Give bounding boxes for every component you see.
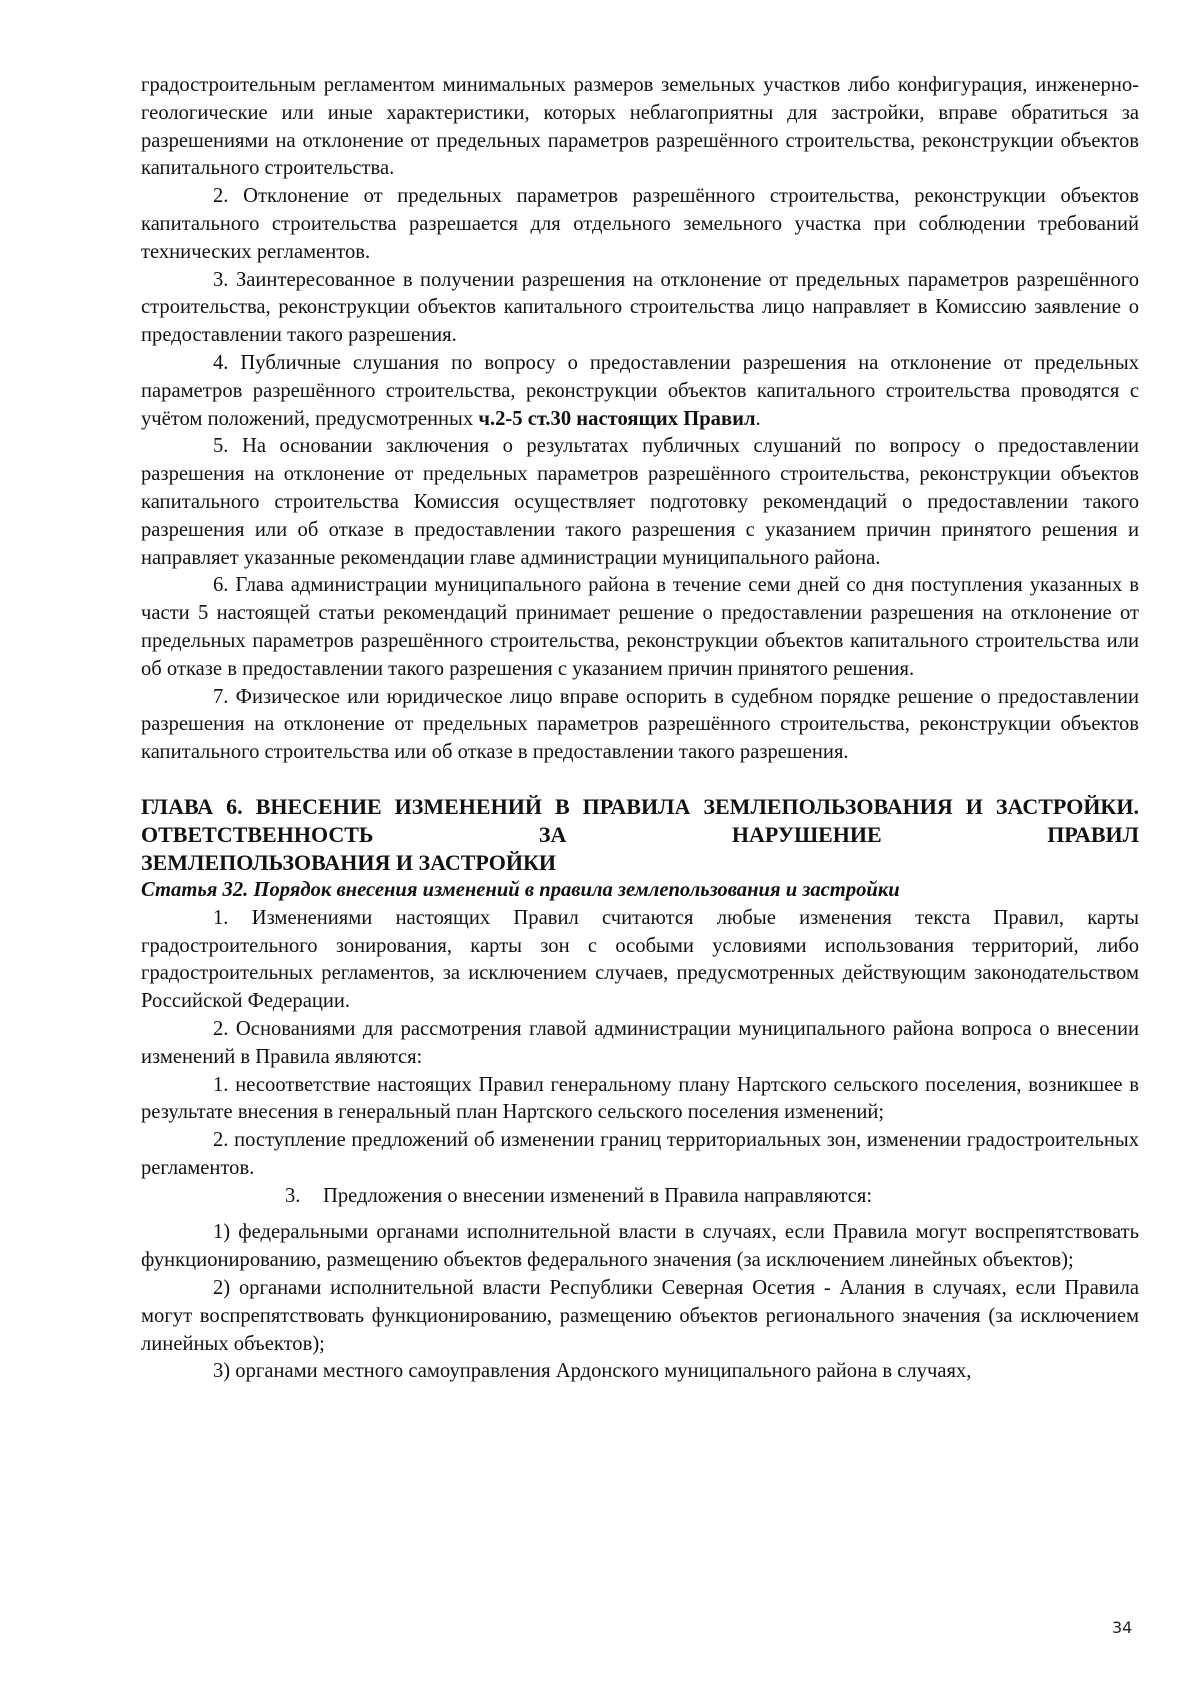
article-subitem-2-2: 2. поступление предложений об изменении границ территориальных зон, изменении градостроительных регламентов.: [141, 1129, 1139, 1179]
article-paragraph-3-text: Предложения о внесении изменений в Правила направляются:: [323, 1184, 873, 1207]
document-page: [141, 72, 1139, 1386]
paragraph-2: 2. Отклонение от предельных параметров разрешённого строительства, реконструкции объектов капитального строительства разрешается для отдельного земельного участка при соблюдении требований технических регламентов.: [141, 185, 1139, 263]
article-paragraph-3: [141, 1183, 1139, 1211]
page-number: 34: [1112, 1618, 1133, 1637]
article-subitem-3-1: 1) федеральными органами исполнительной власти в случаях, если Правила могут воспрепятствовать функционированию, размещению объектов федерального значения (за исключением линейных объектов);: [141, 1221, 1139, 1272]
paragraph-4-reference: ч.2-5 ст.30 настоящих Правил: [478, 407, 756, 430]
article-subitem-3-2: 2) органами исполнительной власти Республики Северная Осетия - Алания в случаях, если Правила могут воспрепятствовать функционированию, размещению объектов регионального значения (за исключением линейных объектов);: [141, 1277, 1139, 1355]
chapter-title-end: ЗЕМЛЕПОЛЬЗОВАНИЯ И ЗАСТРОЙКИ: [141, 849, 557, 875]
article-paragraph-2: 2. Основаниями для рассмотрения главой администрации муниципального района вопроса о внесении изменений в Правила являются:: [141, 1017, 1139, 1068]
paragraph-continuation: градостроительным регламентом минимальных размеров земельных участков либо конфигурация, инженерно-геологические или иные характеристики, которых неблагоприятны для застройки, вправе обратиться за разрешениями на отклонение от предельных параметров разрешённого строительства, реконструкции объектов капитального строительства.: [141, 74, 1139, 180]
chapter-title: ГЛАВА 6. ВНЕСЕНИЕ ИЗМЕНЕНИЙ В ПРАВИЛА ЗЕМЛЕПОЛЬЗОВАНИЯ И ЗАСТРОЙКИ. ОТВЕТСТВЕННОСТЬ ЗА НАРУШЕНИЕ ПРАВИЛ: [141, 793, 1139, 847]
paragraph-4-end: .: [755, 407, 761, 430]
paragraph-7: 7. Физическое или юридическое лицо вправе оспорить в судебном порядке решение о предоставлении разрешения на отклонение от предельных параметров разрешённого строительства, реконструкции объектов капитального строительства или об отказе в предоставлении такого разрешения.: [141, 685, 1139, 764]
article-subitem-3-3: 3) органами местного самоуправления Ардонского муниципального района в случаях,: [213, 1360, 972, 1383]
paragraph-4-text: 4. Публичные слушания по вопросу о предоставлении разрешения на отклонение от предельных параметров разрешённого строительства, реконструкции объектов капитального строительства проводятся с учётом положений, предусмотренных: [141, 351, 1139, 430]
paragraph-4: [141, 350, 1139, 433]
article-paragraph-1: 1. Изменениями настоящих Правил считаются любые изменения текста Правил, карты градостроительного зонирования, карты зон с особыми условиями использования территорий, либо градостроительных регламентов, за исключением случаев, предусмотренных действующим законодательством Российской Федерации.: [141, 906, 1139, 1013]
paragraph-3: 3. Заинтересованное в получении разрешения на отклонение от предельных параметров разрешённого строительства, реконструкции объектов капитального строительства лицо направляет в Комиссию заявление о предоставлении такого разрешения.: [141, 268, 1139, 347]
article-title: Статья 32. Порядок внесения изменений в правила землепользования и застройки: [141, 878, 900, 901]
article-subitem-2-1: 1. несоответствие настоящих Правил генеральному плану Нартского сельского поселения, возникшее в результате внесения в генеральный план Нартского сельского поселения изменений;: [141, 1073, 1139, 1124]
paragraph-5: 5. На основании заключения о результатах публичных слушаний по вопросу о предоставлении разрешения на отклонение от предельных параметров разрешённого строительства, реконструкции объектов капитального строительства Комиссия осуществляет подготовку рекомендаций о предоставлении такого разрешения или об отказе в предоставлении такого разрешения с указанием причин принятого решения и направляет указанные рекомендации главе администрации муниципального района.: [141, 435, 1139, 569]
article-paragraph-3-number: 3.: [285, 1184, 301, 1207]
paragraph-6: 6. Глава администрации муниципального района в течение семи дней со дня поступления указанных в части 5 настоящей статьи рекомендаций принимает решение о предоставлении разрешения на отклонение от предельных параметров разрешённого строительства, реконструкции объектов капитального строительства или об отказе в предоставлении такого разрешения с указанием причин принятого решения.: [141, 574, 1139, 680]
